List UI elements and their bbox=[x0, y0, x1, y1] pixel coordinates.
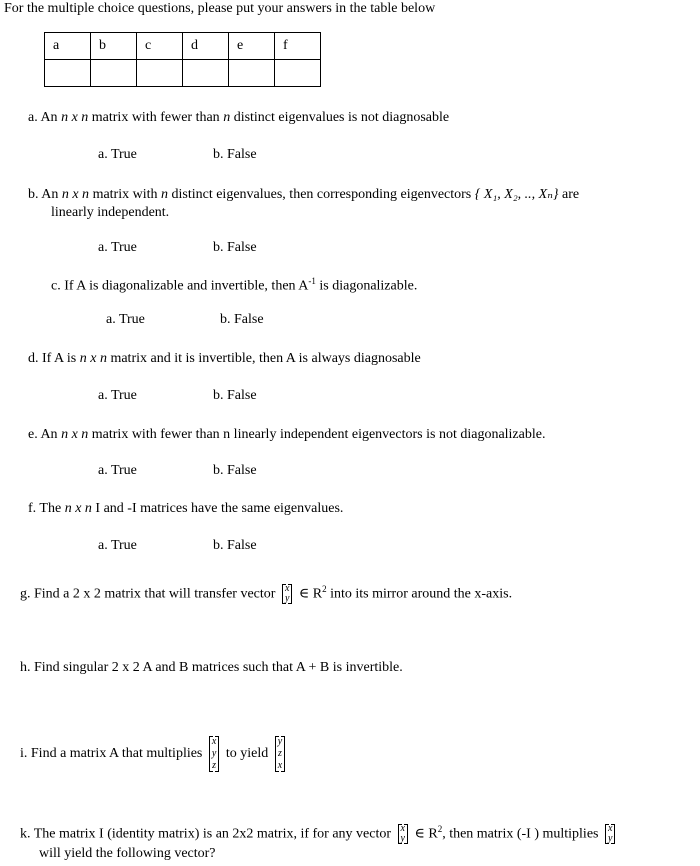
vector-xy: x y bbox=[605, 824, 615, 844]
answer-cell-e[interactable] bbox=[229, 60, 275, 87]
answer-cell-c[interactable] bbox=[137, 60, 183, 87]
option-false[interactable]: b. False bbox=[213, 147, 257, 162]
answer-cell-f[interactable] bbox=[275, 60, 321, 87]
answer-header-a: a bbox=[45, 33, 91, 60]
vector-xyz: x y z bbox=[209, 736, 219, 772]
question-f: f. The n x n I and -I matrices have the same eigenvalues. bbox=[28, 501, 344, 516]
answer-header-f: f bbox=[275, 33, 321, 60]
answer-header-d: d bbox=[183, 33, 229, 60]
option-false[interactable]: b. False bbox=[220, 312, 264, 327]
question-a: a. An n x n matrix with fewer than n distinct eigenvalues is not diagnosable bbox=[28, 110, 450, 125]
answer-cell-b[interactable] bbox=[91, 60, 137, 87]
question-g: g. Find a 2 x 2 matrix that will transfer vector x y ∈ $R^2$ into its mirror around the x-axis. bbox=[20, 583, 513, 605]
answer-cell-d[interactable] bbox=[183, 60, 229, 87]
question-b: b. An n x n matrix with n distinct eigenvalues, then corresponding eigenvectors { X₁, X₂, .., Xₙ} are bbox=[28, 187, 580, 202]
option-true[interactable]: a. True bbox=[98, 538, 137, 553]
vector-yzx: y z x bbox=[275, 736, 285, 772]
option-true[interactable]: a. True bbox=[98, 147, 137, 162]
option-false[interactable]: b. False bbox=[213, 463, 257, 478]
answer-header-c: c bbox=[137, 33, 183, 60]
question-b-continued: linearly independent. bbox=[51, 205, 170, 220]
question-c: c. If A is diagonalizable and invertible, then $A^{-1}$ is diagonalizable. bbox=[51, 276, 418, 294]
question-d: d. If A is n x n matrix and it is invertible, then A is always diagnosable bbox=[28, 351, 421, 366]
question-k: k. The matrix I (identity matrix) is an 2x2 matrix, if for any vector x y ∈ $R^2$, then matrix (-I ) multiplies x y bbox=[20, 815, 618, 849]
option-false[interactable]: b. False bbox=[213, 240, 257, 255]
vector-xy: x y bbox=[282, 584, 292, 604]
option-false[interactable]: b. False bbox=[213, 388, 257, 403]
instructions: For the multiple choice questions, please put your answers in the table below bbox=[4, 1, 436, 16]
question-h: h. Find singular 2 x 2 A and B matrices such that A + B is invertible. bbox=[20, 660, 403, 675]
option-true[interactable]: a. True bbox=[106, 312, 145, 327]
question-e: e. An n x n matrix with fewer than n linearly independent eigenvectors is not diagonalizable. bbox=[28, 427, 546, 442]
option-false[interactable]: b. False bbox=[213, 538, 257, 553]
option-true[interactable]: a. True bbox=[98, 240, 137, 255]
answer-header-e: e bbox=[229, 33, 275, 60]
option-true[interactable]: a. True bbox=[98, 463, 137, 478]
question-i: i. Find a matrix A that multiplies x y z to yield y z x bbox=[20, 733, 288, 775]
question-k-continued: will yield the following vector? bbox=[39, 846, 216, 861]
vector-xy: x y bbox=[398, 824, 408, 844]
answer-table bbox=[44, 32, 321, 87]
option-true[interactable]: a. True bbox=[98, 388, 137, 403]
answer-header-b: b bbox=[91, 33, 137, 60]
answer-cell-a[interactable] bbox=[45, 60, 91, 87]
